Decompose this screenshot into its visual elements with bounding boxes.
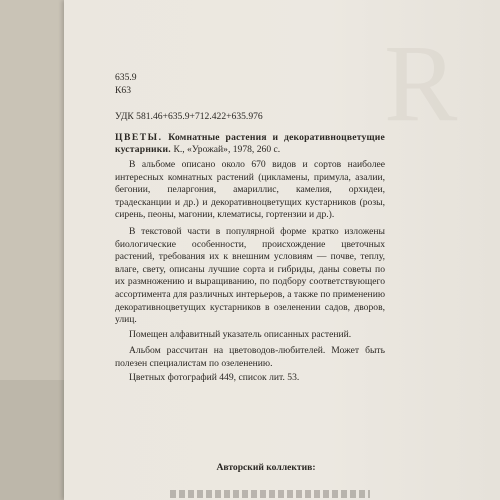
annotation-paragraph-1: В альбоме описано около 670 видов и сортов наиболее интересных комнатных растений (цикламены, примула, азалии, бегонии, пеларгония, амариллис, камелия, орхидеи, традесканции и др.) и декоративноцветущих кустарников (розы, сирень, пеоны, магонии, клематисы, гортензии и др.).	[115, 158, 385, 221]
cut-off-text-line	[170, 490, 370, 498]
authors-heading: Авторский коллектив:	[216, 462, 316, 473]
author-mark: К63	[115, 84, 131, 96]
catalog-card-text	[115, 72, 385, 385]
annotation-paragraph-5: Цветных фотографий 449, список лит. 53.	[129, 372, 300, 384]
annotation-paragraph-2: В текстовой части в популярной форме кратко изложены биологические особенности, происхождение цветочных растений, требования их к внешним условиям — почве, теплу, влаге, свету, описаны лучшие сорта и гибриды, даны советы по их размножению и выращиванию, по подбору соответствующего ассортимента для различных интерьеров, а также по применению декоративноцветущих кустарников в озеленении садов, дворов, улиц.	[115, 225, 385, 326]
entry-title-rest: Комнатные растения и декоративноцветущие кустарники.	[115, 131, 385, 156]
bbk-code: 635.9	[115, 72, 137, 83]
udc-code: УДК 581.46+635.9+712.422+635.976	[115, 111, 263, 123]
show-through-watermark: R	[384, 22, 458, 144]
entry-title-head: ЦВЕТЫ.	[115, 131, 163, 143]
annotation-paragraph-4: Альбом рассчитан на цветоводов-любителей. Может быть полезен специалистам по озеленению.	[115, 345, 385, 369]
annotation-paragraph-3: Помещен алфавитный указатель описанных растений.	[129, 328, 352, 340]
adjacent-page-edge	[0, 380, 64, 500]
bibliographic-entry	[115, 132, 385, 157]
entry-imprint: К., «Урожай», 1978, 260 с.	[173, 144, 281, 156]
